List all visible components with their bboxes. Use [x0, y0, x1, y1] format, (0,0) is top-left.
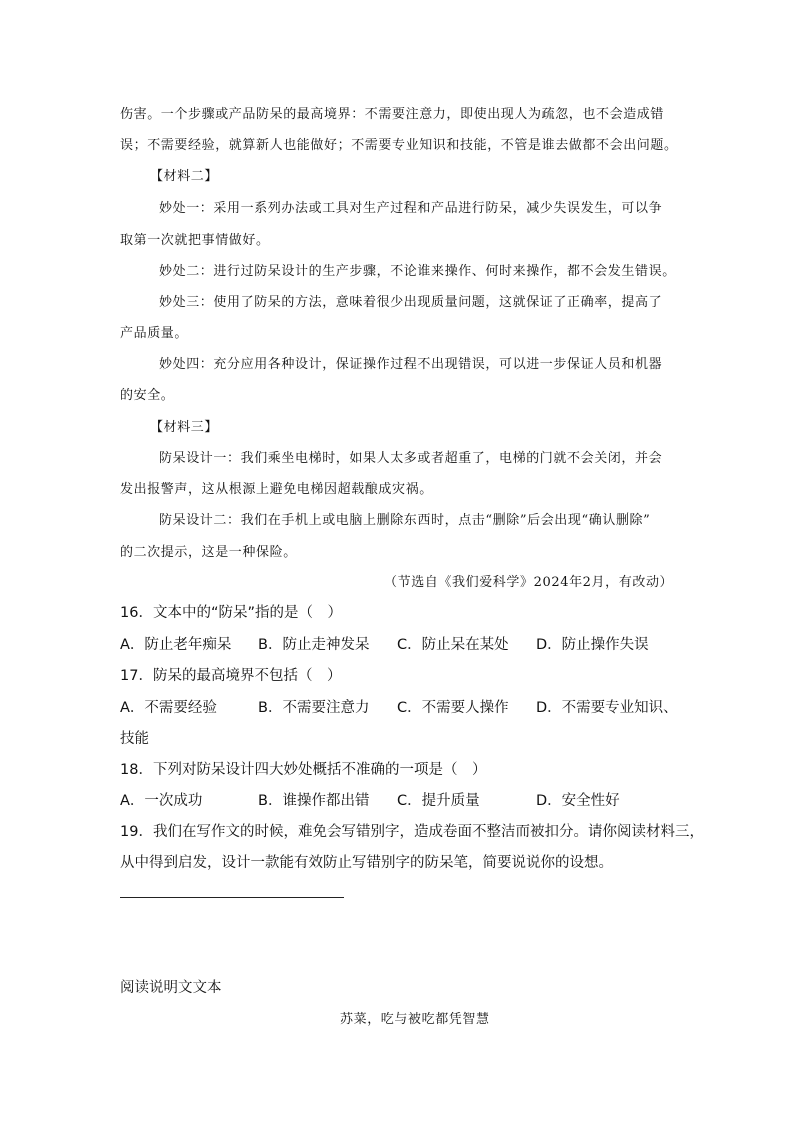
material-two-p1-line-2: 取第一次就把事情做好。: [120, 233, 270, 248]
q17-stem: 17．防呆的最高境界不包括（ ）: [120, 668, 342, 684]
q16-option-b: B．防止走神发呆: [258, 637, 370, 653]
next-section-title: 苏菜，吃与被吃都凭智慧: [340, 1012, 490, 1027]
q16-stem: 16．文本中的“防呆”指的是（ ）: [120, 605, 342, 621]
q17-option-a: A．不需要经验: [120, 700, 217, 716]
material-three-heading: 【材料三】: [150, 420, 219, 435]
q18-option-a: A．一次成功: [120, 793, 203, 809]
material-two-p4-line-1: 妙处四：充分应用各种设计，保证操作过程不出现错误，可以进一步保证人员和机器: [159, 357, 663, 372]
material-two-p3-line-2: 产品质量。: [120, 326, 189, 341]
material-two-p2-line-1: 妙处二：进行过防呆设计的生产步骤，不论谁来操作、何时来操作，都不会发生错误。: [159, 264, 676, 279]
next-section-label: 阅读说明文文本: [120, 980, 222, 996]
q17-option-b: B．不需要注意力: [258, 700, 370, 716]
material-two-p4-line-2: 的安全。: [120, 388, 175, 403]
q17-option-d-continued: 技能: [120, 731, 149, 747]
q18-option-d: D．安全性好: [536, 793, 620, 809]
answer-line: [120, 897, 344, 898]
material-three-p1-line-2: 发出报警声，这从根源上避免电梯因超载酿成灾祸。: [120, 482, 433, 497]
q16-option-d: D．防止操作失误: [536, 637, 649, 653]
source-citation: （节选自《我们爱科学》2024年2月，有改动）: [384, 575, 674, 590]
q18-stem: 18．下列对防呆设计四大妙处概括不准确的一项是（ ）: [120, 762, 487, 778]
q17-option-d: D．不需要专业知识、: [536, 700, 678, 716]
q18-option-b: B．谁操作都出错: [258, 793, 370, 809]
q19-line-1: 19．我们在写作文的时候，难免会写错别字，造成卷面不整洁而被扣分。请你阅读材料三，: [120, 824, 704, 840]
q18-option-c: C．提升质量: [397, 793, 480, 809]
material-three-p2-line-2: 的二次提示，这是一种保险。: [120, 545, 297, 560]
material-three-p2-line-1: 防呆设计二：我们在手机上或电脑上删除东西时，点击“删除”后会出现“确认删除”: [159, 513, 651, 528]
material-one-line-1: 伤害。一个步骤或产品防呆的最高境界：不需要注意力，即使出现人为疏忽，也不会造成错: [120, 107, 665, 122]
q16-option-a: A．防止老年痴呆: [120, 637, 232, 653]
q16-option-c: C．防止呆在某处: [397, 637, 509, 653]
q19-line-2: 从中得到启发，设计一款能有效防止写错别字的防呆笔，简要说说你的设想。: [120, 855, 613, 871]
material-two-p1-line-1: 妙处一：采用一系列办法或工具对生产过程和产品进行防呆，减少失误发生，可以争: [159, 201, 663, 216]
material-three-p1-line-1: 防呆设计一：我们乘坐电梯时，如果人太多或者超重了，电梯的门就不会关闭，并会: [159, 451, 663, 466]
q17-option-c: C．不需要人操作: [397, 700, 509, 716]
material-two-p3-line-1: 妙处三：使用了防呆的方法，意味着很少出现质量问题，这就保证了正确率，提高了: [159, 295, 663, 310]
material-two-heading: 【材料二】: [150, 169, 219, 184]
material-one-line-2: 误；不需要经验，就算新人也能做好；不需要专业知识和技能，不管是谁去做都不会出问题。: [120, 138, 678, 153]
